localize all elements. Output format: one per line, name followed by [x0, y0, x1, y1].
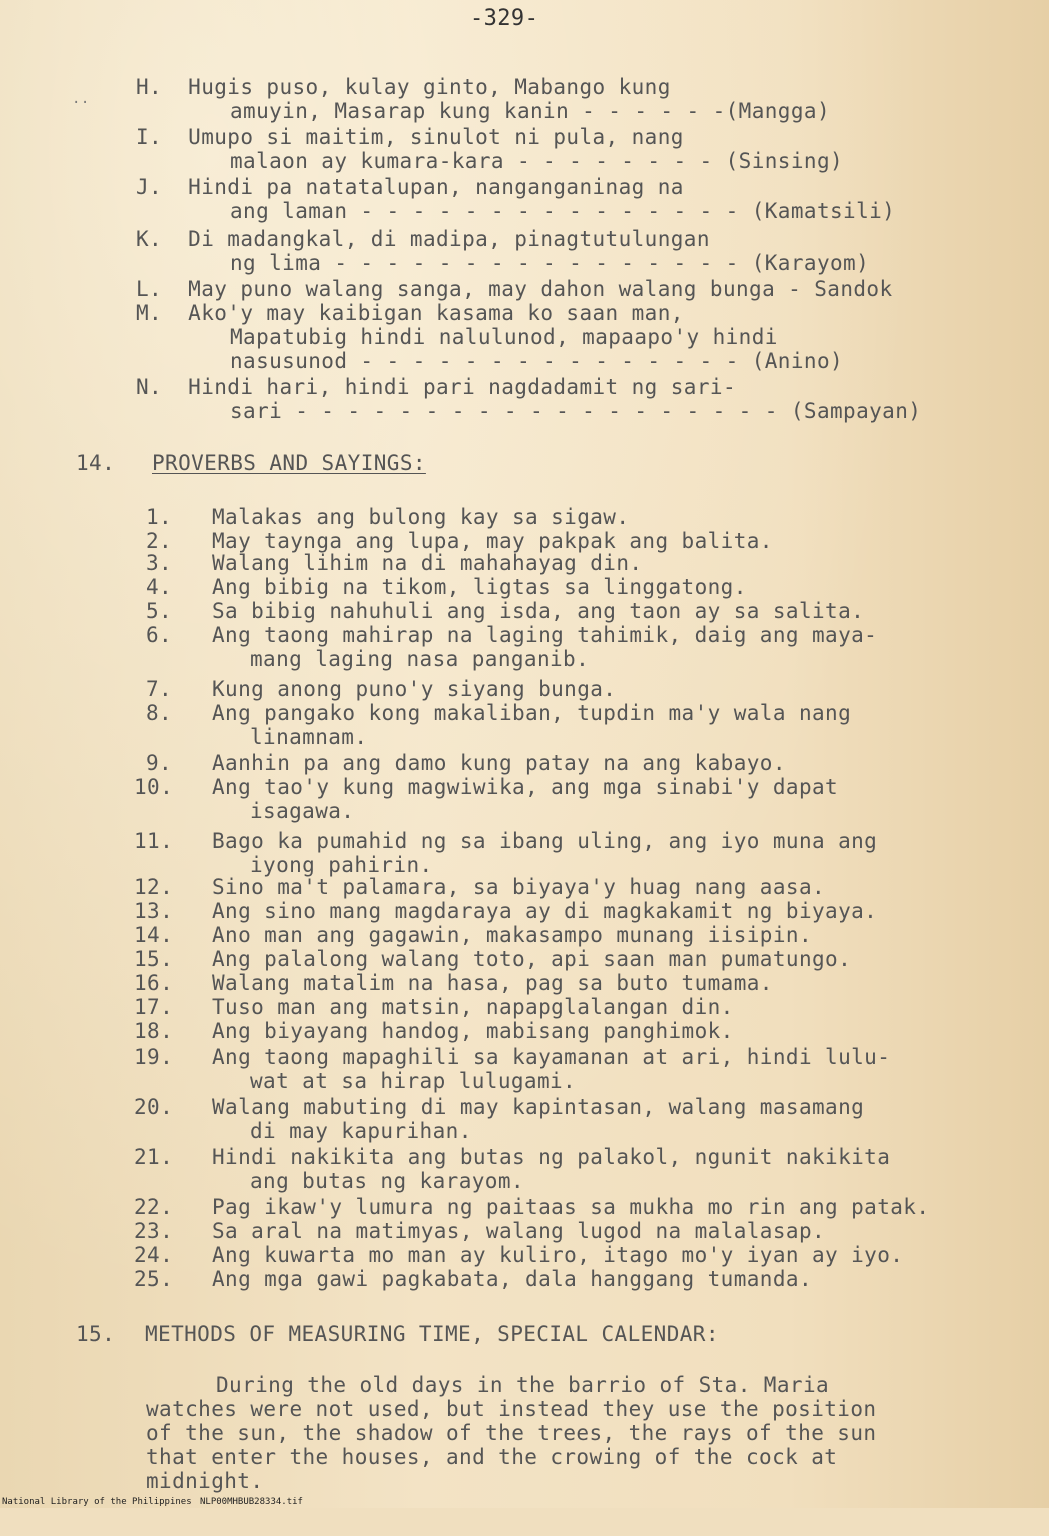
proverb-text: Bago ka pumahid ng sa ibang uling, ang iyo muna ang [212, 829, 878, 853]
proverb-text: Ang tao'y kung magwiwika, ang mga sinabi'y dapat [212, 775, 839, 799]
proverb-text: Ang kuwarta mo man ay kuliro, itago mo'y iyan ay iyo. [212, 1243, 904, 1267]
proverb-text: Malakas ang bulong kay sa sigaw. [212, 505, 630, 529]
paragraph-line: midnight. [146, 1469, 264, 1493]
proverb-number: 25. [134, 1267, 174, 1291]
proverb-text-cont: ang butas ng karayom. [250, 1169, 524, 1193]
proverb-number: 18. [134, 1019, 174, 1043]
proverb-number: 14. [134, 923, 174, 947]
paragraph-line: of the sun, the shadow of the trees, the rays of the sun [146, 1421, 877, 1445]
riddle-item-cont: ang laman - - - - - - - - - - - - - - - (Kamatsili) [230, 199, 896, 223]
proverb-text: May taynga ang lupa, may pakpak ang balita. [212, 529, 773, 553]
riddle-item-cont: malaon ay kumara-kara - - - - - - - - (Sinsing) [230, 149, 844, 173]
proverb-number: 6. [146, 623, 173, 647]
proverb-number: 1. [146, 505, 173, 529]
proverb-text: Hindi nakikita ang butas ng palakol, ngunit nakikita [212, 1145, 891, 1169]
proverb-text-cont: mang laging nasa panganib. [250, 647, 590, 671]
proverb-number: 2. [146, 529, 173, 553]
proverb-text-cont: iyong pahirin. [250, 853, 433, 877]
proverb-number: 24. [134, 1243, 174, 1267]
margin-mark: ·· [72, 95, 90, 111]
proverb-number: 7. [146, 677, 173, 701]
proverb-number: 3. [146, 551, 173, 575]
riddle-item-cont: amuyin, Masarap kung kanin - - - - - -(Mangga) [230, 99, 830, 123]
proverb-number: 22. [134, 1195, 174, 1219]
scan-footer [0, 1496, 1049, 1508]
proverb-number: 19. [134, 1045, 174, 1069]
proverb-text: Sa aral na matimyas, walang lugod na malalasap. [212, 1219, 826, 1243]
riddle-item: L. May puno walang sanga, may dahon walang bunga - Sandok [136, 277, 893, 301]
proverb-number: 9. [146, 751, 173, 775]
page-number: -329- [470, 6, 539, 31]
riddle-item-cont: ng lima - - - - - - - - - - - - - - - - (Karayom) [230, 251, 870, 275]
proverb-text: Walang mabuting di may kapintasan, walang masamang [212, 1095, 865, 1119]
riddle-item-cont: nasusunod - - - - - - - - - - - - - - - (Anino) [230, 349, 844, 373]
proverb-text-cont: wat at sa hirap lulugami. [250, 1069, 577, 1093]
riddle-item: K. Di madangkal, di madipa, pinagtutulungan [136, 227, 710, 251]
proverb-text: Aanhin pa ang damo kung patay na ang kabayo. [212, 751, 786, 775]
riddle-item: M. Ako'y may kaibigan kasama ko saan man, [136, 301, 684, 325]
proverb-number: 5. [146, 599, 173, 623]
section-15-number: 15. [76, 1322, 116, 1346]
section-14-title: PROVERBS AND SAYINGS: [152, 451, 426, 475]
footer-library: National Library of the Philippines [2, 1497, 192, 1507]
proverb-text: Ang pangako kong makaliban, tupdin ma'y wala nang [212, 701, 852, 725]
proverb-number: 13. [134, 899, 174, 923]
proverb-number: 16. [134, 971, 174, 995]
proverb-text: Ang taong mahirap na laging tahimik, daig ang maya- [212, 623, 878, 647]
paragraph-line: that enter the houses, and the crowing of the cock at [146, 1445, 838, 1469]
proverb-number: 10. [134, 775, 174, 799]
proverb-text: Ang taong mapaghili sa kayamanan at ari, hindi lulu- [212, 1045, 891, 1069]
proverb-number: 8. [146, 701, 173, 725]
proverb-text-cont: isagawa. [250, 799, 355, 823]
proverb-text: Ang palalong walang toto, api saan man pumatungo. [212, 947, 852, 971]
proverb-text: Pag ikaw'y lumura ng paitaas sa mukha mo rin ang patak. [212, 1195, 930, 1219]
proverb-number: 20. [134, 1095, 174, 1119]
proverb-number: 4. [146, 575, 173, 599]
proverb-text-cont: linamnam. [250, 725, 368, 749]
proverb-text: Walang lihim na di mahahayag din. [212, 551, 643, 575]
riddle-item: J. Hindi pa natatalupan, nanganganinag na [136, 175, 684, 199]
proverb-number: 12. [134, 875, 174, 899]
proverb-text: Ano man ang gagawin, makasampo munang iisipin. [212, 923, 812, 947]
proverb-number: 15. [134, 947, 174, 971]
riddle-item-cont: Mapatubig hindi nalulunod, mapaapo'y hindi [230, 325, 778, 349]
riddle-item: H. Hugis puso, kulay ginto, Mabango kung [136, 75, 671, 99]
proverb-text: Ang biyayang handog, mabisang panghimok. [212, 1019, 734, 1043]
proverb-number: 17. [134, 995, 174, 1019]
proverb-number: 11. [134, 829, 174, 853]
paragraph-line: During the old days in the barrio of Sta. Maria [216, 1373, 830, 1397]
riddle-item: N. Hindi hari, hindi pari nagdadamit ng sari- [136, 375, 736, 399]
section-14-number: 14. [76, 451, 116, 475]
riddle-item: I. Umupo si maitim, sinulot ni pula, nang [136, 125, 684, 149]
riddle-item-cont: sari - - - - - - - - - - - - - - - - - - - (Sampayan) [230, 399, 922, 423]
paragraph-line: watches were not used, but instead they use the position [146, 1397, 877, 1421]
section-15-title: METHODS OF MEASURING TIME, SPECIAL CALENDAR: [145, 1322, 719, 1346]
proverb-number: 23. [134, 1219, 174, 1243]
proverb-text: Ang mga gawi pagkabata, dala hanggang tumanda. [212, 1267, 812, 1291]
proverb-text: Sa bibig nahuhuli ang isda, ang taon ay sa salita. [212, 599, 865, 623]
proverb-text: Tuso man ang matsin, napapglalangan din. [212, 995, 734, 1019]
proverb-text: Kung anong puno'y siyang bunga. [212, 677, 617, 701]
proverb-text: Ang sino mang magdaraya ay di magkakamit ng biyaya. [212, 899, 878, 923]
proverb-number: 21. [134, 1145, 174, 1169]
footer-filename: NLP00MHBUB28334.tif [200, 1497, 303, 1507]
proverb-text-cont: di may kapurihan. [250, 1119, 472, 1143]
proverb-text: Ang bibig na tikom, ligtas sa linggatong. [212, 575, 747, 599]
proverb-text: Sino ma't palamara, sa biyaya'y huag nang aasa. [212, 875, 826, 899]
proverb-text: Walang matalim na hasa, pag sa buto tumama. [212, 971, 773, 995]
